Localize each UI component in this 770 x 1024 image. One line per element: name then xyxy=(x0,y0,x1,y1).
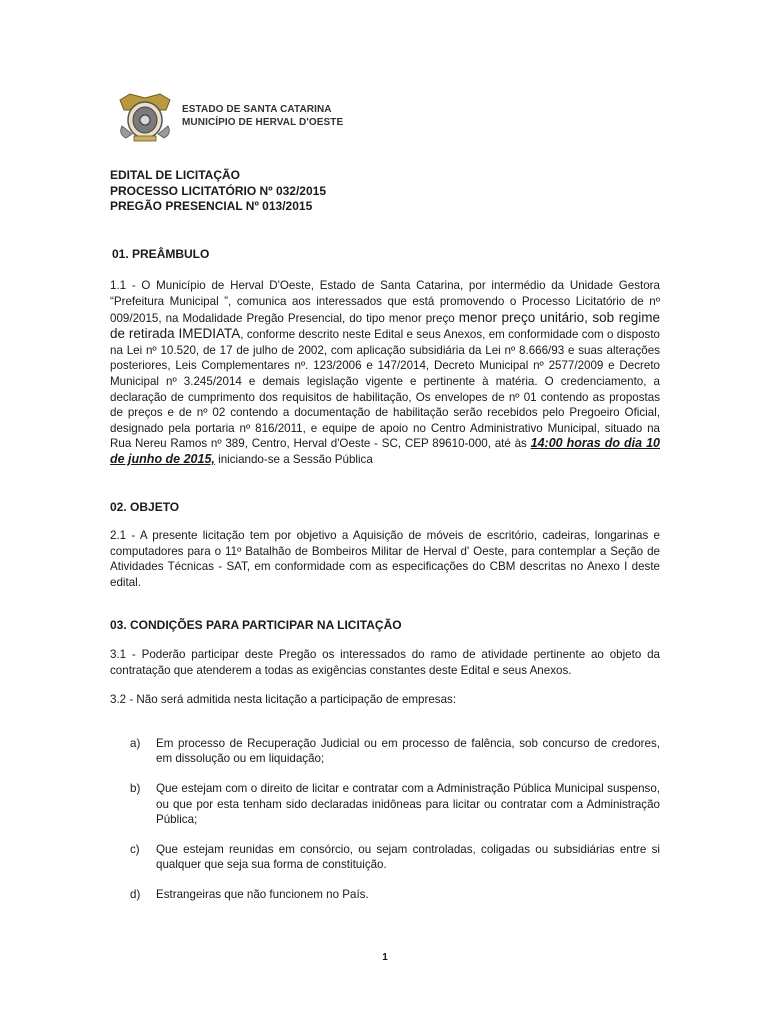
letterhead xyxy=(116,90,343,142)
list-item xyxy=(110,887,660,903)
municipality-name: MUNICÍPIO DE HERVAL D'OESTE xyxy=(182,117,344,128)
p11-part-c: , conforme descrito neste Edital e seus Anexos, em conformidade com o disposto na Lei nº 10.520, de 17 de julho de 2002, com aplicação subsidiária da Lei nº 8.666/93 e suas alterações posteriores, Leis Complementares nº. 123/2006 e 147/2014, Decreto Municipal nº 2577/2009 e Decreto Municipal nº 3.245/2014 e demais legislação vigente e pertinente à matéria. O credenciamento, a declaração de cumprimento dos requisitos de habilitação, Os envelopes de nº 01 contendo as propostas de preços e de nº 02 contendo a documentação de habilitação serão recebidos pelo Pregoeiro Oficial, designado pela portaria nº 816/2011, e equipe de apoio no Centro Administrativo Municipal, situado na Rua Nereu Ramos nº 389, Centro, Herval d'Oeste - SC, CEP 89610-000, até às xyxy=(110,328,660,451)
list-item-text: Estrangeiras que não funcionem no País. xyxy=(156,888,369,901)
paragraph-3-1: 3.1 - Poderão participar deste Pregão os interessados do ramo de atividade pertinente ao objeto da contratação que atenderem a todas as exigências constantes deste Edital e seus Anexos. xyxy=(110,648,660,677)
exclusion-list xyxy=(110,736,660,903)
list-marker: c) xyxy=(130,842,140,856)
title-edital: EDITAL DE LICITAÇÃO xyxy=(110,168,240,182)
list-item-text: Em processo de Recuperação Judicial ou em processo de falência, sob concurso de credores, em dissolução ou em liquidação; xyxy=(156,736,660,766)
p11-part-b: menor preço unitário, sob regime de retirada IMEDIATA xyxy=(110,309,660,342)
section-heading-condicoes: 03. CONDIÇÕES PARA PARTICIPAR NA LICITAÇÃO xyxy=(110,618,402,633)
section-heading-preambulo: 01. PREÂMBULO xyxy=(112,246,210,261)
municipal-crest-icon xyxy=(116,90,174,142)
document-body xyxy=(110,168,660,903)
document-titles xyxy=(110,168,660,215)
list-marker: b) xyxy=(130,782,141,796)
list-item-text: Que estejam com o direito de licitar e contratar com a Administração Pública Municipal suspenso, ou que por esta tenham sido declaradas inidôneas para licitar ou contratar com a Administração Pública; xyxy=(156,782,660,827)
p11-part-a: 1.1 - O Município de Herval D'Oeste, Estado de Santa Catarina, por intermédio da Unidade Gestora “Prefeitura Municipal ”, comunica aos interessados que está promovendo o Processo Licitatório de nº 009/2015, na Modalidade Pregão Presencial, do tipo menor preço xyxy=(110,279,660,325)
paragraph-3-2: 3.2 - Não será admitida nesta licitação a participação de empresas: xyxy=(110,693,457,707)
paragraph-1-1 xyxy=(110,278,660,467)
p11-date: 14:00 horas do dia 10 de junho de 2015, xyxy=(110,436,660,466)
title-pregao: PREGÃO PRESENCIAL Nº 013/2015 xyxy=(110,199,313,214)
list-marker: d) xyxy=(130,888,141,901)
list-item xyxy=(110,736,660,767)
list-marker: a) xyxy=(130,736,141,750)
page-number: 1 xyxy=(382,952,388,963)
section-heading-objeto: 02. OBJETO xyxy=(110,499,180,514)
list-item xyxy=(110,781,660,828)
paragraph-2-1: 2.1 - A presente licitação tem por objetivo a Aquisição de móveis de escritório, cadeiras, longarinas e computadores para o 11º Batalhão de Bombeiros Militar de Herval d' Oeste, para contemplar a Seção de Atividades Técnicas - SAT, em conformidade com as especificações do CBM descritas no Anexo I deste edital. xyxy=(110,529,660,589)
state-name: ESTADO DE SANTA CATARINA xyxy=(182,104,332,115)
title-processo: PROCESSO LICITATÓRIO Nº 032/2015 xyxy=(110,183,326,198)
p11-part-e: iniciando-se a Sessão Pública xyxy=(214,452,373,466)
list-item xyxy=(110,842,660,873)
letterhead-text xyxy=(182,103,343,129)
list-item-text: Que estejam reunidas em consórcio, ou sejam controladas, coligadas ou subsidiárias entre si qualquer que seja sua forma de constituição. xyxy=(156,842,660,872)
